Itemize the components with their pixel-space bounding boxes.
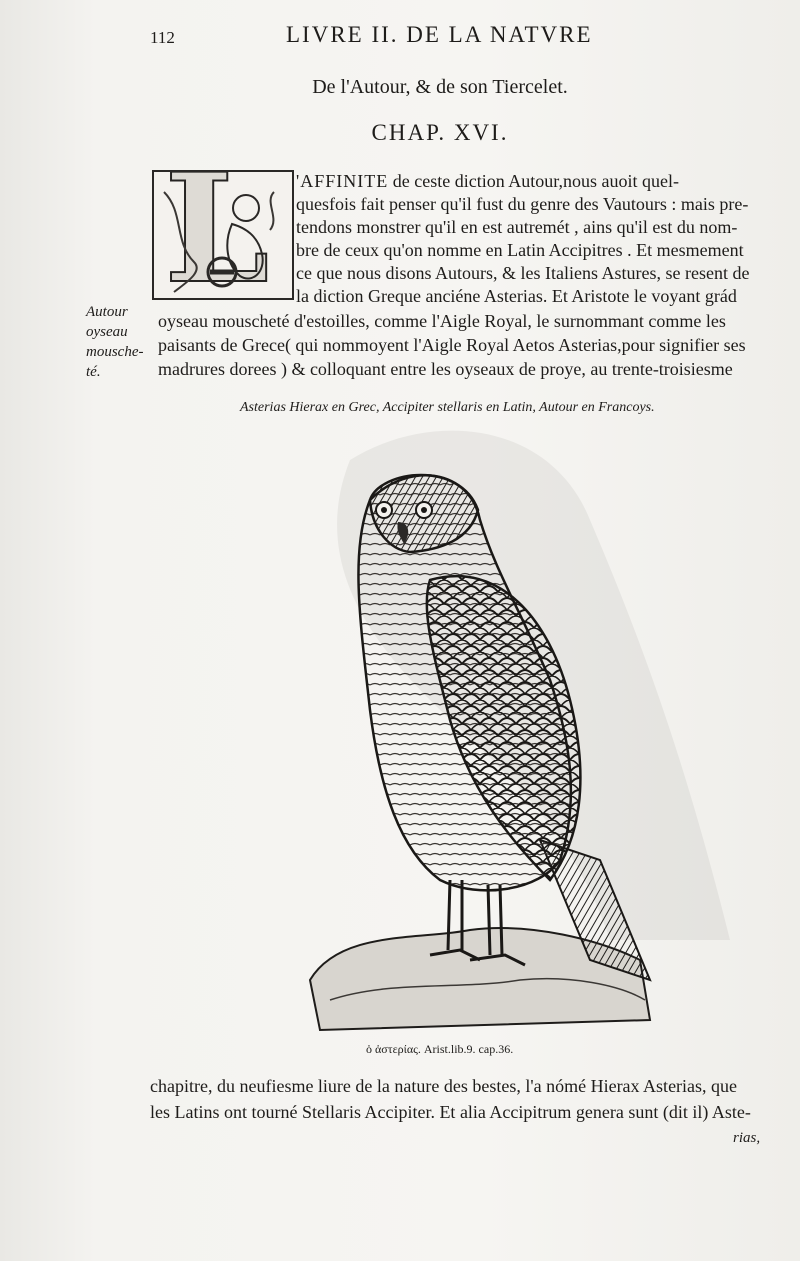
margin-note-line: oyseau (86, 324, 128, 340)
body-line-5: ce que nous disons Autours, & les Italiens Astures, se resent de (296, 263, 750, 283)
body-line-2: quesfois fait penser qu'il fust du genre des Vautours : mais pre- (296, 194, 749, 214)
bleed-through (180, 58, 186, 80)
body-line-1 (296, 170, 679, 192)
margin-note-line: Autour (86, 304, 128, 320)
body-line-11: les Latins ont tourné Stellaris Accipiter. Et alia Accipitrum genera sunt (dit il) Aste- (150, 1102, 751, 1122)
opening-word: 'AFFINITE (296, 171, 389, 191)
chapter-number: CHAP. XVI. (371, 120, 509, 145)
body-line-3: tendons monstrer qu'il en est autremét , ains qu'il est du nom- (296, 217, 738, 237)
body-line-8: paisants de Grece( qui nommoyent l'Aigle Royal Aetos Asterias,pour signifier ses (158, 335, 746, 355)
running-title: LIVRE II. DE LA NATVRE (286, 22, 593, 47)
initial-letter: L (164, 170, 270, 300)
body-line-9: madrures dorees ) & colloquant entre les oyseaux de proye, au trente-troisiesme (158, 359, 733, 379)
chapter-title: De l'Autour, & de son Tiercelet. (312, 76, 568, 98)
body-line-1-text: de ceste diction Autour,nous auoit quel- (388, 171, 679, 191)
margin-note-line: té. (86, 364, 101, 380)
initial-ornament (154, 172, 294, 300)
figure-caption: Asterias Hierax en Grec, Accipiter stellaris en Latin, Autour en Francoys. (240, 400, 655, 415)
goshawk-woodcut (300, 460, 660, 1040)
margin-note (86, 302, 143, 382)
running-head (0, 22, 800, 52)
folio-number: 112 (150, 28, 175, 47)
body-line-4: bre de ceux qu'on nomme en Latin Accipitres . Et mesmement (296, 240, 744, 260)
decorated-initial (152, 170, 294, 300)
body-line-7: oyseau mouscheté d'estoilles, comme l'Aigle Royal, le surnommant comme les (158, 311, 726, 331)
figure-reference: ὁ ἀστερίας. Arist.lib.9. cap.36. (366, 1042, 514, 1056)
catchword: rias, (733, 1130, 761, 1146)
margin-note-line: mousche- (86, 344, 144, 360)
body-line-6: la diction Greque anciéne Asterias. Et Aristote le voyant grád (296, 286, 737, 306)
body-line-10: chapitre, du neufiesme liure de la nature des bestes, l'a nómé Hierax Asterias, que (150, 1076, 738, 1096)
